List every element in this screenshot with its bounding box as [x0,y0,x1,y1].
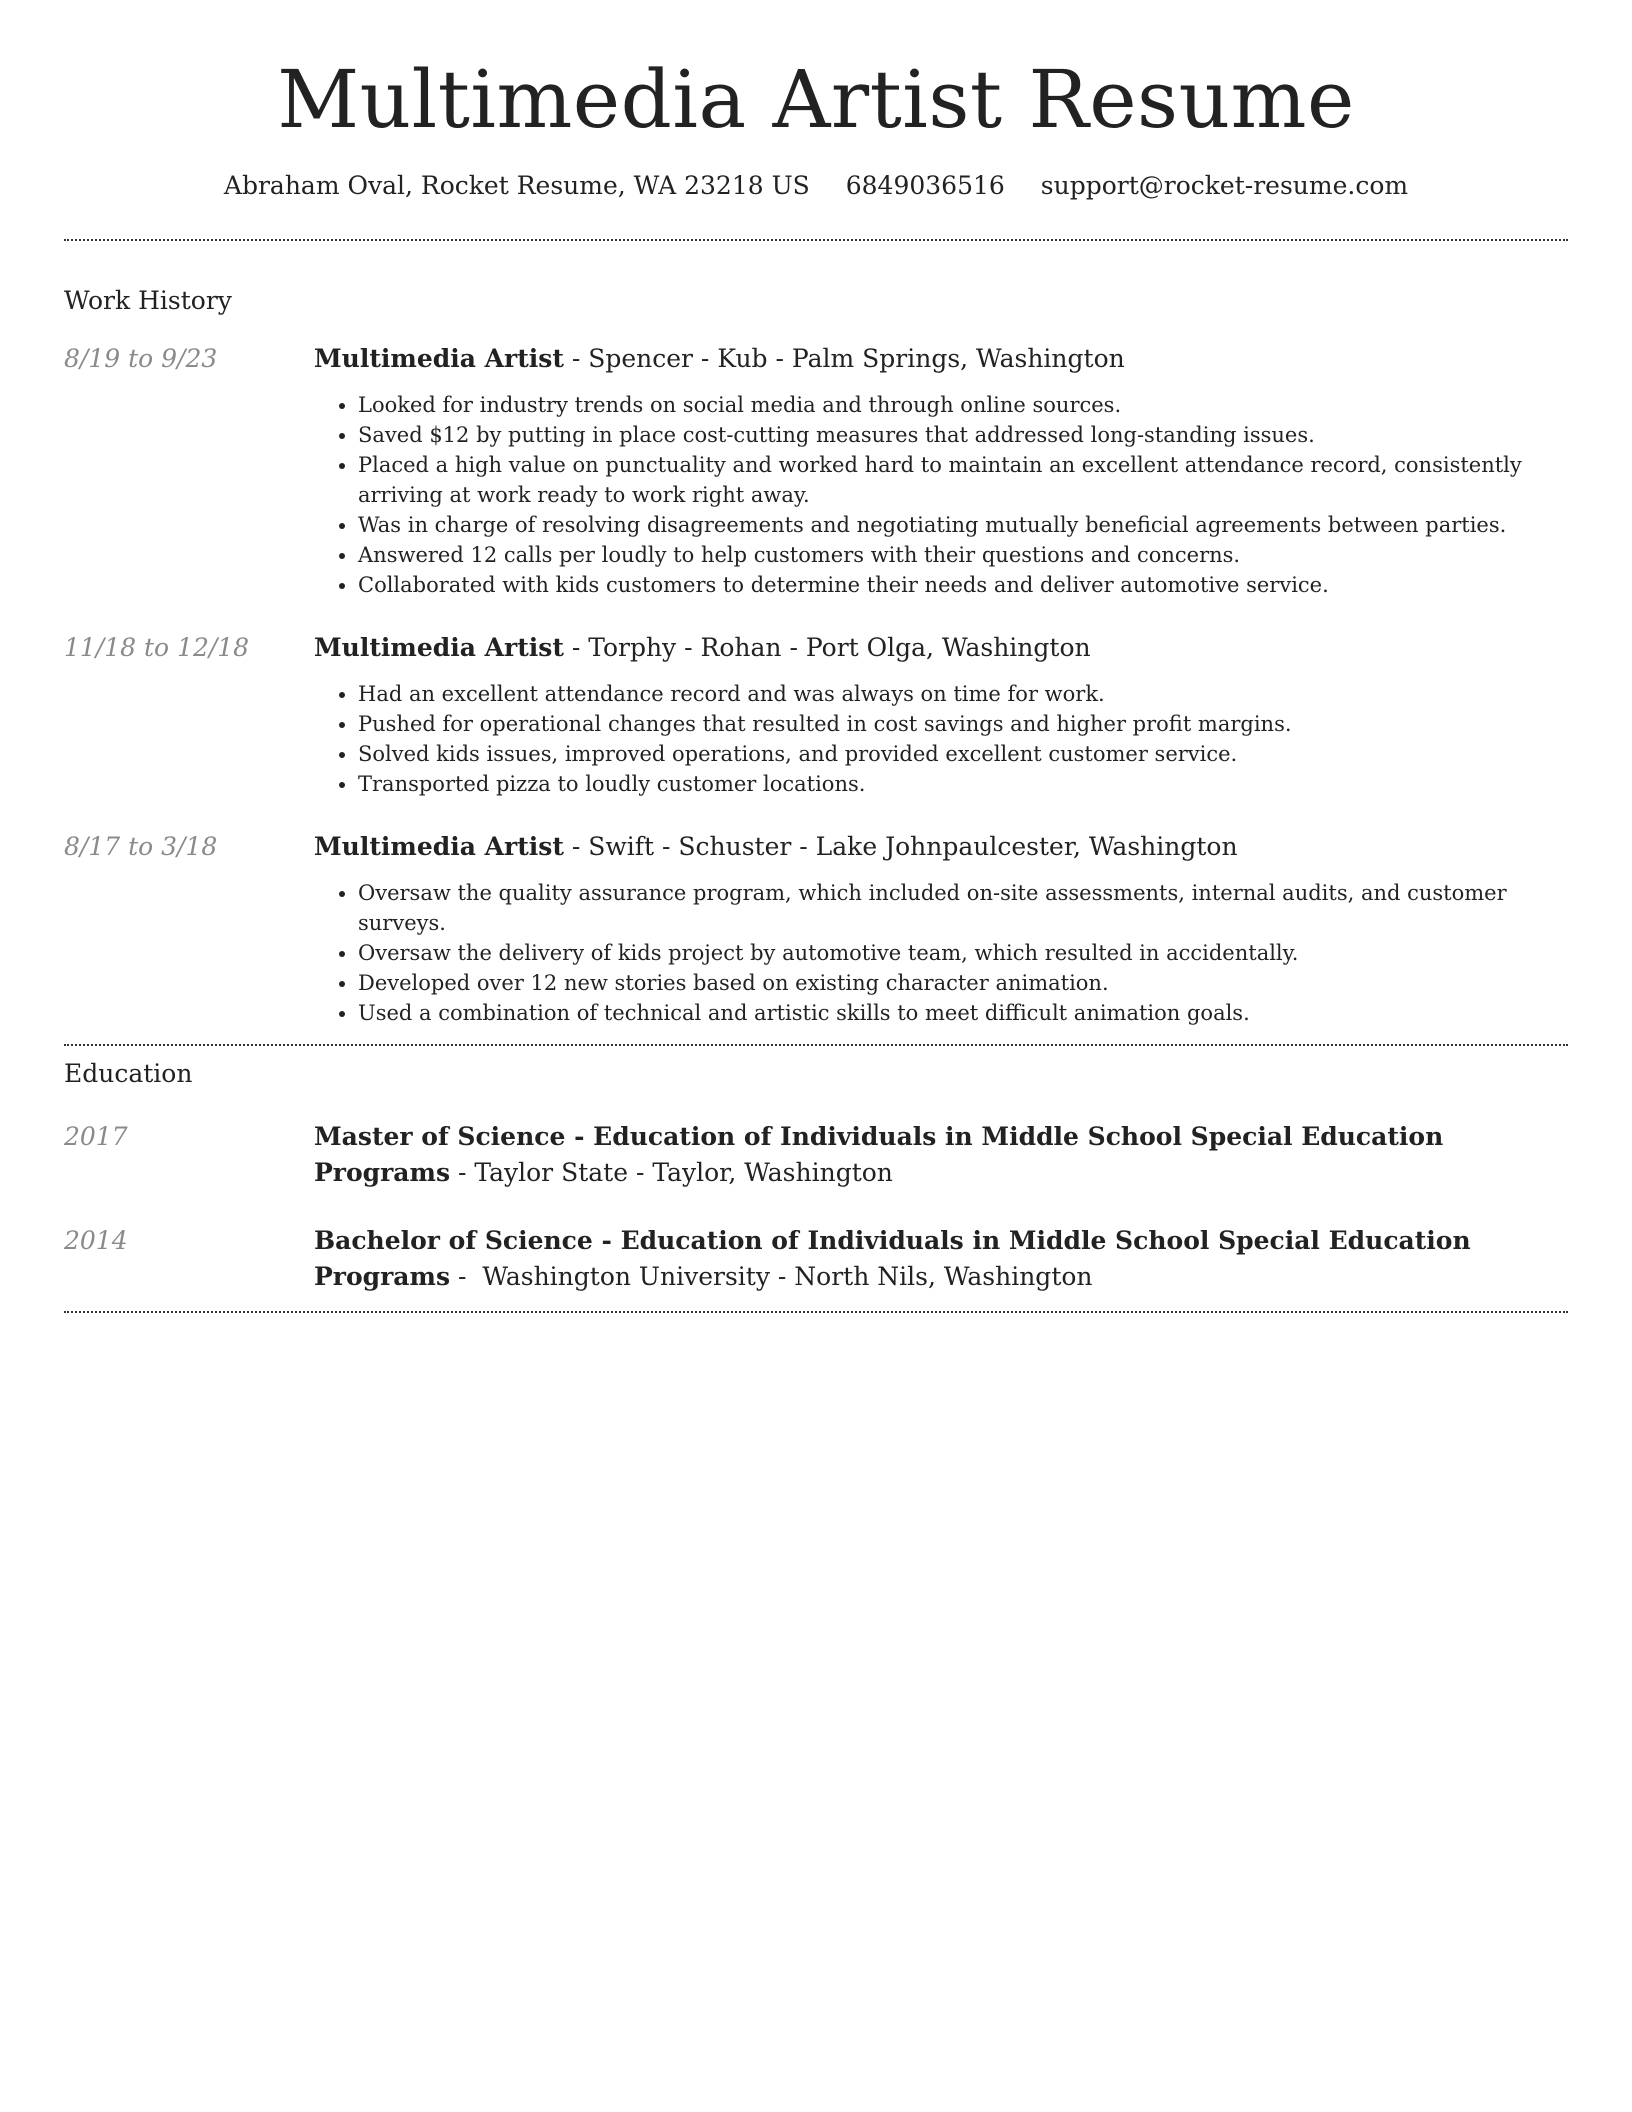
contact-line [64,170,1568,203]
job-bullet: • Transported pizza to loudly customer locations. [358,769,1568,799]
work-history-divider [64,1044,1568,1046]
job-dates: 8/19 to 9/23 [64,344,218,373]
job-body [314,829,1568,1028]
job-position: Multimedia Artist [314,344,564,373]
job-dates: 8/17 to 3/18 [64,832,218,861]
job-bullet: • Had an excellent attendance record and was always on time for work. [358,679,1568,709]
job-bullet: • Developed over 12 new stories based on existing character animation. [358,968,1568,998]
job-details: - Spencer - Kub - Palm Springs, Washington [563,344,1125,373]
education-details: - Washington University - North Nils, Washington [450,1261,1093,1291]
job-heading [314,829,1568,864]
job-position: Multimedia Artist [314,832,564,861]
education-body [314,1119,1568,1191]
job-heading [314,630,1568,665]
education-heading-text [314,1119,1568,1191]
job-body [314,630,1568,799]
work-history-heading: Work History [64,285,232,315]
education-entry [64,1223,1568,1295]
contact-email: support@rocket-resume.com [1040,171,1409,200]
education-heading-text [314,1223,1568,1295]
education-year: 2017 [64,1121,128,1151]
job-details: - Torphy - Rohan - Port Olga, Washington [563,633,1091,662]
job-bullet: • Used a combination of technical and artistic skills to meet difficult animation goals. [358,998,1568,1028]
job-details: - Swift - Schuster - Lake Johnpaulcester, Washington [563,832,1238,861]
job-entry [64,341,1568,600]
job-dates: 11/18 to 12/18 [64,633,250,662]
header-divider [64,239,1568,241]
education-year: 2014 [64,1225,128,1255]
education-heading: Education [64,1059,193,1088]
job-bullet: • Solved kids issues, improved operations, and provided excellent customer service. [358,739,1568,769]
job-heading [314,341,1568,376]
job-entry [64,829,1568,1028]
education-divider [64,1311,1568,1313]
job-bullet: • Placed a high value on punctuality and worked hard to maintain an excellent attendance record, consistently arriving at work ready to work right away. [358,450,1568,510]
job-bullet: • Saved $12 by putting in place cost-cutting measures that addressed long-standing issues. [358,420,1568,450]
education-body [314,1223,1568,1295]
job-bullet: • Oversaw the delivery of kids project by automotive team, which resulted in accidentally. [358,938,1568,968]
job-bullet-list [314,390,1568,600]
job-bullet-list [314,679,1568,799]
job-bullet: • Pushed for operational changes that resulted in cost savings and higher profit margins. [358,709,1568,739]
job-bullet: • Looked for industry trends on social media and through online sources. [358,390,1568,420]
job-bullet: • Oversaw the quality assurance program, which included on-site assessments, internal audits, and customer surveys. [358,878,1568,938]
education-degree: Master of Science - Education of Individuals in Middle School Special Education Programs [314,1121,1444,1187]
job-bullet: • Was in charge of resolving disagreements and negotiating mutually beneficial agreements between parties. [358,510,1568,540]
job-bullet: • Answered 12 calls per loudly to help customers with their questions and concerns. [358,540,1568,570]
job-position: Multimedia Artist [314,633,564,662]
job-bullet-list [314,878,1568,1028]
education-degree: Bachelor of Science - Education of Individuals in Middle School Special Education Programs [314,1225,1471,1291]
contact-address: Abraham Oval, Rocket Resume, WA 23218 US [223,171,810,200]
job-body [314,341,1568,600]
education-details: - Taylor State - Taylor, Washington [450,1157,893,1187]
resume-title: Multimedia Artist Resume [277,53,1355,146]
contact-phone: 6849036516 [845,171,1005,200]
job-entry [64,630,1568,799]
education-entry [64,1119,1568,1191]
job-bullet: • Collaborated with kids customers to determine their needs and deliver automotive service. [358,570,1568,600]
resume-page [64,0,1568,1313]
